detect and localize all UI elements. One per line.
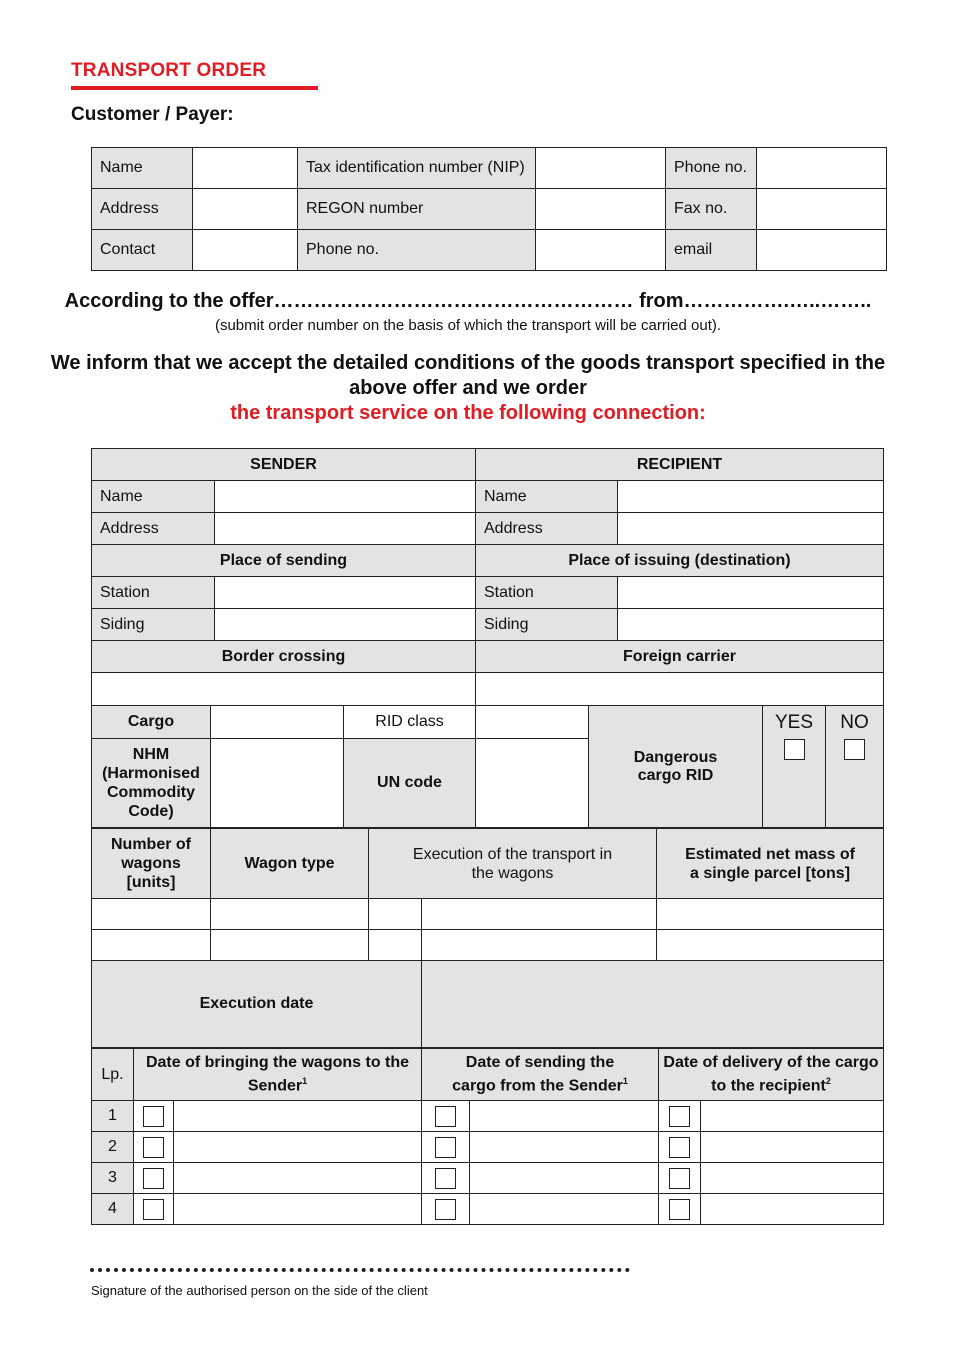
customer-email-label: email — [666, 230, 757, 271]
sender-station-field[interactable] — [215, 577, 476, 609]
customer-taxid-field[interactable] — [536, 148, 666, 189]
cargo-label: Cargo — [92, 706, 211, 739]
inform-text: We inform that we accept the detailed conditions of the goods transport specified in the above offer and we order — [50, 352, 886, 399]
customer-contact-label: Contact — [92, 230, 193, 271]
row-number: 3 — [92, 1163, 134, 1194]
un-code-label: UN code — [344, 739, 476, 828]
yes-cell — [763, 706, 826, 828]
customer-name-label: Name — [92, 148, 193, 189]
rid-class-field[interactable] — [476, 706, 589, 739]
no-cell — [826, 706, 884, 828]
bringing-checkbox[interactable] — [143, 1106, 164, 1127]
place-of-sending-header: Place of sending — [92, 545, 476, 577]
customer-taxid-label: Tax identification number (NIP) — [298, 148, 536, 189]
customer-phone2-label: Phone no. — [298, 230, 536, 271]
foreign-carrier-field[interactable] — [476, 673, 884, 706]
sending-cargo-text: Date of sending the cargo from the Sender — [452, 1054, 623, 1095]
net-mass-field-2[interactable] — [657, 930, 884, 961]
un-code-field[interactable] — [476, 739, 589, 828]
sending-cargo-header — [422, 1049, 659, 1101]
no-label: NO — [840, 712, 869, 733]
execution-field-2[interactable] — [422, 930, 657, 961]
execution-small-field-2[interactable] — [369, 930, 422, 961]
delivery-date-field[interactable] — [701, 1101, 884, 1132]
customer-phone-field[interactable] — [757, 148, 887, 189]
title-underline — [71, 86, 318, 90]
bringing-checkbox[interactable] — [143, 1137, 164, 1158]
offer-line: According to the offer……………………………………………… from…………….…..…….. — [64, 290, 872, 312]
customer-phone2-field[interactable] — [536, 230, 666, 271]
delivery-date-field[interactable] — [701, 1163, 884, 1194]
customer-fax-label: Fax no. — [666, 189, 757, 230]
customer-address-label: Address — [92, 189, 193, 230]
delivery-checkbox[interactable] — [669, 1199, 690, 1220]
net-mass-header: Estimated net mass of a single parcel [tons] — [657, 829, 884, 899]
row-number: 4 — [92, 1194, 134, 1225]
recipient-address-field[interactable] — [618, 513, 884, 545]
delivery-checkbox[interactable] — [669, 1137, 690, 1158]
wagon-type-header: Wagon type — [211, 829, 369, 899]
footnote-1-marker: 1 — [302, 1076, 308, 1087]
signature-label: Signature of the authorised person on the side of the client — [91, 1283, 428, 1298]
bringing-checkbox[interactable] — [143, 1168, 164, 1189]
dangerous-cargo-label — [589, 706, 763, 828]
delivery-cargo-header — [659, 1049, 884, 1101]
sender-name-field[interactable] — [215, 481, 476, 513]
execution-field-1[interactable] — [422, 899, 657, 930]
customer-heading: Customer / Payer: — [71, 104, 234, 125]
number-of-wagons-header: Number of wagons [units] — [92, 829, 211, 899]
yes-checkbox[interactable] — [784, 739, 805, 760]
customer-name-field[interactable] — [193, 148, 298, 189]
recipient-name-field[interactable] — [618, 481, 884, 513]
dates-table — [91, 1048, 884, 1225]
delivery-checkbox[interactable] — [669, 1168, 690, 1189]
sending-date-field[interactable] — [470, 1163, 659, 1194]
wagons-table — [91, 828, 884, 1048]
customer-table — [91, 147, 887, 271]
bringing-date-field[interactable] — [174, 1194, 422, 1225]
sending-checkbox[interactable] — [435, 1168, 456, 1189]
customer-fax-field[interactable] — [757, 189, 887, 230]
border-crossing-field[interactable] — [92, 673, 476, 706]
sender-name-label: Name — [92, 481, 215, 513]
bringing-checkbox[interactable] — [143, 1199, 164, 1220]
sender-header: SENDER — [92, 449, 476, 481]
sender-address-field[interactable] — [215, 513, 476, 545]
footnote-2-marker: 2 — [825, 1076, 831, 1087]
execution-small-field-1[interactable] — [369, 899, 422, 930]
offer-note: (submit order number on the basis of which the transport will be carried out). — [214, 317, 722, 334]
cargo-field[interactable] — [211, 706, 344, 739]
customer-regon-field[interactable] — [536, 189, 666, 230]
yes-label: YES — [774, 712, 814, 733]
sending-date-field[interactable] — [470, 1101, 659, 1132]
nhm-label: NHM (Harmonised Commodity Code) — [92, 739, 211, 828]
bringing-wagons-header — [134, 1049, 422, 1101]
delivery-checkbox[interactable] — [669, 1106, 690, 1127]
nhm-field[interactable] — [211, 739, 344, 828]
wagon-type-field-2[interactable] — [211, 930, 369, 961]
foreign-carrier-header: Foreign carrier — [476, 641, 884, 673]
customer-email-field[interactable] — [757, 230, 887, 271]
wagons-count-field-1[interactable] — [92, 899, 211, 930]
lp-header: Lp. — [92, 1049, 134, 1101]
sender-siding-field[interactable] — [215, 609, 476, 641]
sending-checkbox[interactable] — [435, 1137, 456, 1158]
row-number: 2 — [92, 1132, 134, 1163]
execution-date-field[interactable] — [422, 961, 884, 1048]
sending-checkbox[interactable] — [435, 1199, 456, 1220]
inform-paragraph — [40, 351, 896, 426]
footnote-1b-marker: 1 — [622, 1076, 628, 1087]
sending-checkbox[interactable] — [435, 1106, 456, 1127]
execution-transport-header: Execution of the transport in the wagons — [369, 829, 657, 899]
customer-address-field[interactable] — [193, 189, 298, 230]
inform-connection-text: the transport service on the following connection: — [230, 402, 706, 424]
recipient-siding-label: Siding — [476, 609, 618, 641]
sending-date-field[interactable] — [470, 1132, 659, 1163]
sender-address-label: Address — [92, 513, 215, 545]
wagon-type-field-1[interactable] — [211, 899, 369, 930]
place-of-issuing-header: Place of issuing (destination) — [476, 545, 884, 577]
execution-date-label: Execution date — [92, 961, 422, 1048]
sender-station-label: Station — [92, 577, 215, 609]
customer-regon-label: REGON number — [298, 189, 536, 230]
recipient-siding-field[interactable] — [618, 609, 884, 641]
net-mass-field-1[interactable] — [657, 899, 884, 930]
customer-phone-label: Phone no. — [666, 148, 757, 189]
dangerous-cargo-text: Dangerous cargo RID — [633, 748, 718, 784]
cargo-table — [91, 705, 884, 828]
bringing-date-field[interactable] — [174, 1132, 422, 1163]
recipient-station-field[interactable] — [618, 577, 884, 609]
signature-line[interactable] — [90, 1262, 630, 1272]
sender-siding-label: Siding — [92, 609, 215, 641]
bringing-wagons-text: Date of bringing the wagons to the Sender — [145, 1054, 410, 1095]
customer-contact-field[interactable] — [193, 230, 298, 271]
row-number: 1 — [92, 1101, 134, 1132]
recipient-address-label: Address — [476, 513, 618, 545]
delivery-cargo-text: Date of delivery of the cargo to the recipient — [663, 1054, 879, 1095]
no-checkbox[interactable] — [844, 739, 865, 760]
sender-recipient-table — [91, 448, 884, 706]
border-crossing-header: Border crossing — [92, 641, 476, 673]
rid-class-label: RID class — [344, 706, 476, 739]
recipient-header: RECIPIENT — [476, 449, 884, 481]
bringing-date-field[interactable] — [174, 1101, 422, 1132]
delivery-date-field[interactable] — [701, 1132, 884, 1163]
delivery-date-field[interactable] — [701, 1194, 884, 1225]
bringing-date-field[interactable] — [174, 1163, 422, 1194]
sending-date-field[interactable] — [470, 1194, 659, 1225]
wagons-count-field-2[interactable] — [92, 930, 211, 961]
recipient-name-label: Name — [476, 481, 618, 513]
recipient-station-label: Station — [476, 577, 618, 609]
document-title: TRANSPORT ORDER — [71, 60, 267, 81]
